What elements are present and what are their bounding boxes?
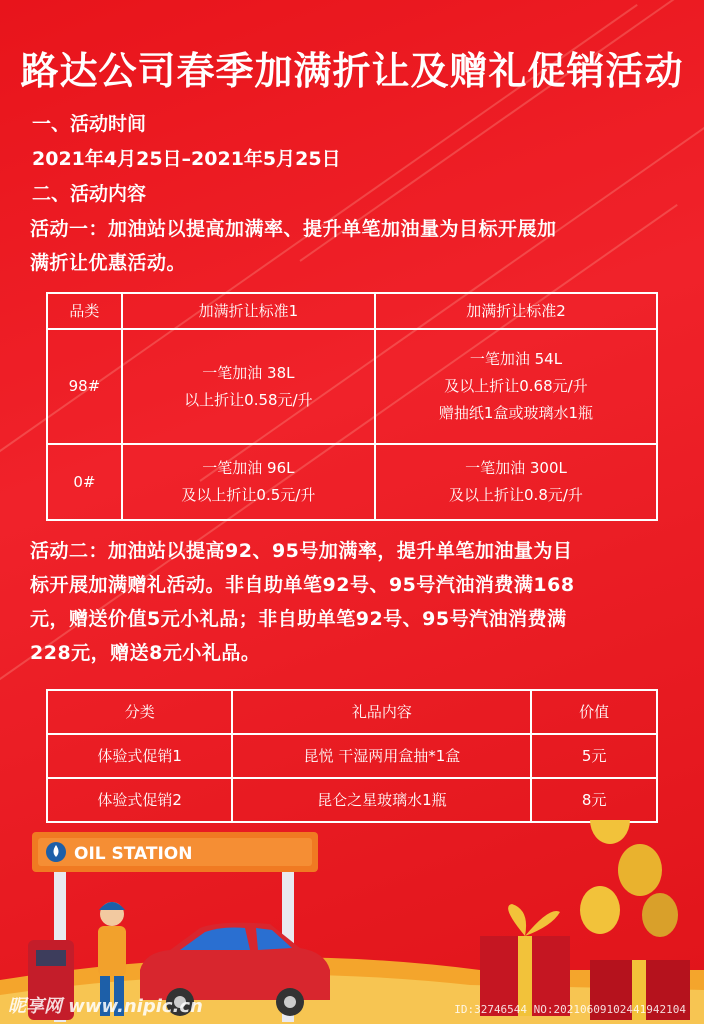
cell-line: 一笔加油 54L [469,350,563,368]
gift-table [46,689,658,823]
cell-category: 0# [47,444,122,520]
header-value: 价值 [531,690,657,734]
balloon [618,844,662,896]
gift-bow [508,904,560,936]
activity2-description [30,534,678,670]
activity2-line: 228元，赠送8元小礼品。 [30,642,261,664]
cell-line: 一笔加油 96L [202,459,295,477]
page-title: 路达公司春季加满折让及赠礼促销活动 [20,49,684,93]
cell-line: 及以上折让0.5元/升 [181,486,316,504]
cell-line: 一笔加油 38L [202,363,295,382]
header-type: 分类 [47,690,232,734]
header-gift: 礼品内容 [232,690,531,734]
balloon [580,886,620,934]
cell-type: 体验式促销2 [47,778,232,822]
activity2-line: 标开展加满赠礼活动。非自助单笔92号、95号汽油消费满168 [30,574,575,596]
watermark-id: ID:32746544 NO:20210609102441942104 [454,1003,686,1016]
cell-value: 5元 [531,734,657,778]
activity1-line: 满折让优惠活动。 [30,252,187,274]
table-row [47,734,657,778]
cell-standard2 [375,444,657,520]
balloon [590,820,630,844]
table-header-row [47,690,657,734]
table-row [47,329,657,444]
attendant-cap [99,902,125,910]
station-sign-text: OIL STATION [74,844,193,864]
cell-line: 及以上折让0.68元/升 [444,377,588,395]
header-standard1: 加满折让标准1 [122,293,375,329]
activity2-line: 元，赠送价值5元小礼品；非自助单笔92号、95号汽油消费满 [30,608,567,630]
table-row [47,444,657,520]
activity2-line: 活动二：加油站以提高92、95号加满率，提升单笔加油量为目 [30,540,573,562]
header-category: 品类 [47,293,122,329]
cell-category: 98# [47,329,122,444]
section-heading-content: 二、活动内容 [32,183,147,205]
cell-line: 以上折让0.58元/升 [184,390,313,409]
cell-standard1 [122,444,375,520]
discount-table [46,292,658,521]
activity1-line: 活动一：加油站以提高加满率、提升单笔加油量为目标开展加 [30,218,557,240]
table-header-row [47,293,657,329]
table-row [47,778,657,822]
watermark-brand: 昵享网 www.nipic.cn [8,996,203,1017]
cell-gift: 昆仑之星玻璃水1瓶 [232,778,531,822]
cell-line: 赠抽纸1盒或玻璃水1瓶 [438,404,594,422]
header-standard2: 加满折让标准2 [375,293,657,329]
car-hubcap [284,996,296,1008]
pump-display [36,950,66,966]
cell-value: 8元 [531,778,657,822]
cell-standard1 [122,329,375,444]
cell-standard2 [375,329,657,444]
cell-line: 一笔加油 300L [465,459,567,477]
cell-type: 体验式促销1 [47,734,232,778]
section-heading-time: 一、活动时间 [32,113,147,135]
activity-date-range: 2021年4月25日–2021年5月25日 [32,148,341,170]
attendant-body [98,926,126,976]
cell-gift: 昆悦 干湿两用盒抽*1盒 [232,734,531,778]
activity1-description [30,212,678,280]
balloon [642,893,678,937]
cell-line: 及以上折让0.8元/升 [449,486,583,504]
